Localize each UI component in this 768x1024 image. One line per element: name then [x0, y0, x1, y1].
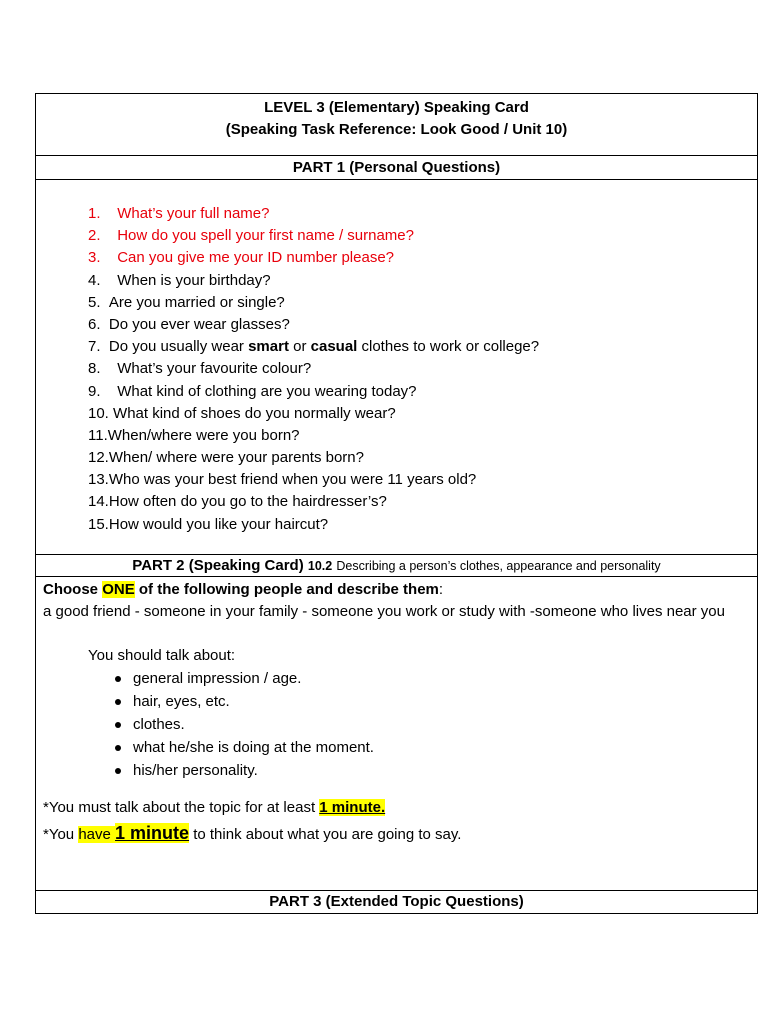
bullet-item: clothes. [111, 713, 757, 736]
question-2: 2. How do you spell your first name / surname? [88, 227, 414, 245]
speaking-card [35, 93, 758, 914]
bullet-item: what he/she is doing at the moment. [111, 736, 757, 759]
card-title-line2: (Speaking Task Reference: Look Good / Unit 10) [225, 121, 568, 138]
question-9: 9. What kind of clothing are you wearing today? [88, 382, 417, 400]
question-13: 13.Who was your best friend when you were 11 years old? [88, 471, 477, 489]
people-options: a good friend - someone in your family - someone you work or study with -someone who lives near you [43, 603, 725, 620]
question-7: 7. Do you usually wear smart or casual clothes to work or college? [88, 338, 540, 356]
question-15: 15.How would you like your haircut? [88, 515, 329, 533]
question-3: 3. Can you give me your ID number please? [88, 249, 394, 267]
question-6: 6. Do you ever wear glasses? [88, 315, 290, 333]
talk-about-list [111, 667, 757, 782]
part1-heading: PART 1 (Personal Questions) [36, 156, 757, 180]
choose-instruction: Choose ONE of the following people and describe them: [43, 581, 444, 598]
question-11: 11.When/where were you born? [88, 426, 300, 444]
question-12: 12.When/ where were your parents born? [88, 449, 364, 467]
part2-body [36, 577, 757, 891]
question-14: 14.How often do you go to the hairdresser’s? [88, 493, 387, 511]
bullet-item: hair, eyes, etc. [111, 690, 757, 713]
talk-about-label: You should talk about: [88, 647, 236, 664]
card-title [36, 94, 757, 156]
question-8: 8. What’s your favourite colour? [88, 360, 312, 378]
question-10: 10. What kind of shoes do you normally wear? [88, 404, 396, 422]
card-title-line1: LEVEL 3 (Elementary) Speaking Card [264, 99, 529, 116]
part2-heading: PART 2 (Speaking Card) 10.2 Describing a person’s clothes, appearance and personality [36, 555, 757, 577]
bullet-item: general impression / age. [111, 667, 757, 690]
talk-time-note: *You must talk about the topic for at least 1 minute. [43, 799, 386, 816]
part1-questions [36, 180, 757, 555]
part3-heading: PART 3 (Extended Topic Questions) [269, 893, 524, 910]
question-4: 4. When is your birthday? [88, 271, 271, 289]
question-5: 5. Are you married or single? [88, 293, 285, 311]
question-1: 1. What’s your full name? [88, 205, 270, 222]
bullet-item: his/her personality. [111, 759, 757, 782]
prep-time-note: *You have 1 minute to think about what you are going to say. [43, 823, 462, 843]
